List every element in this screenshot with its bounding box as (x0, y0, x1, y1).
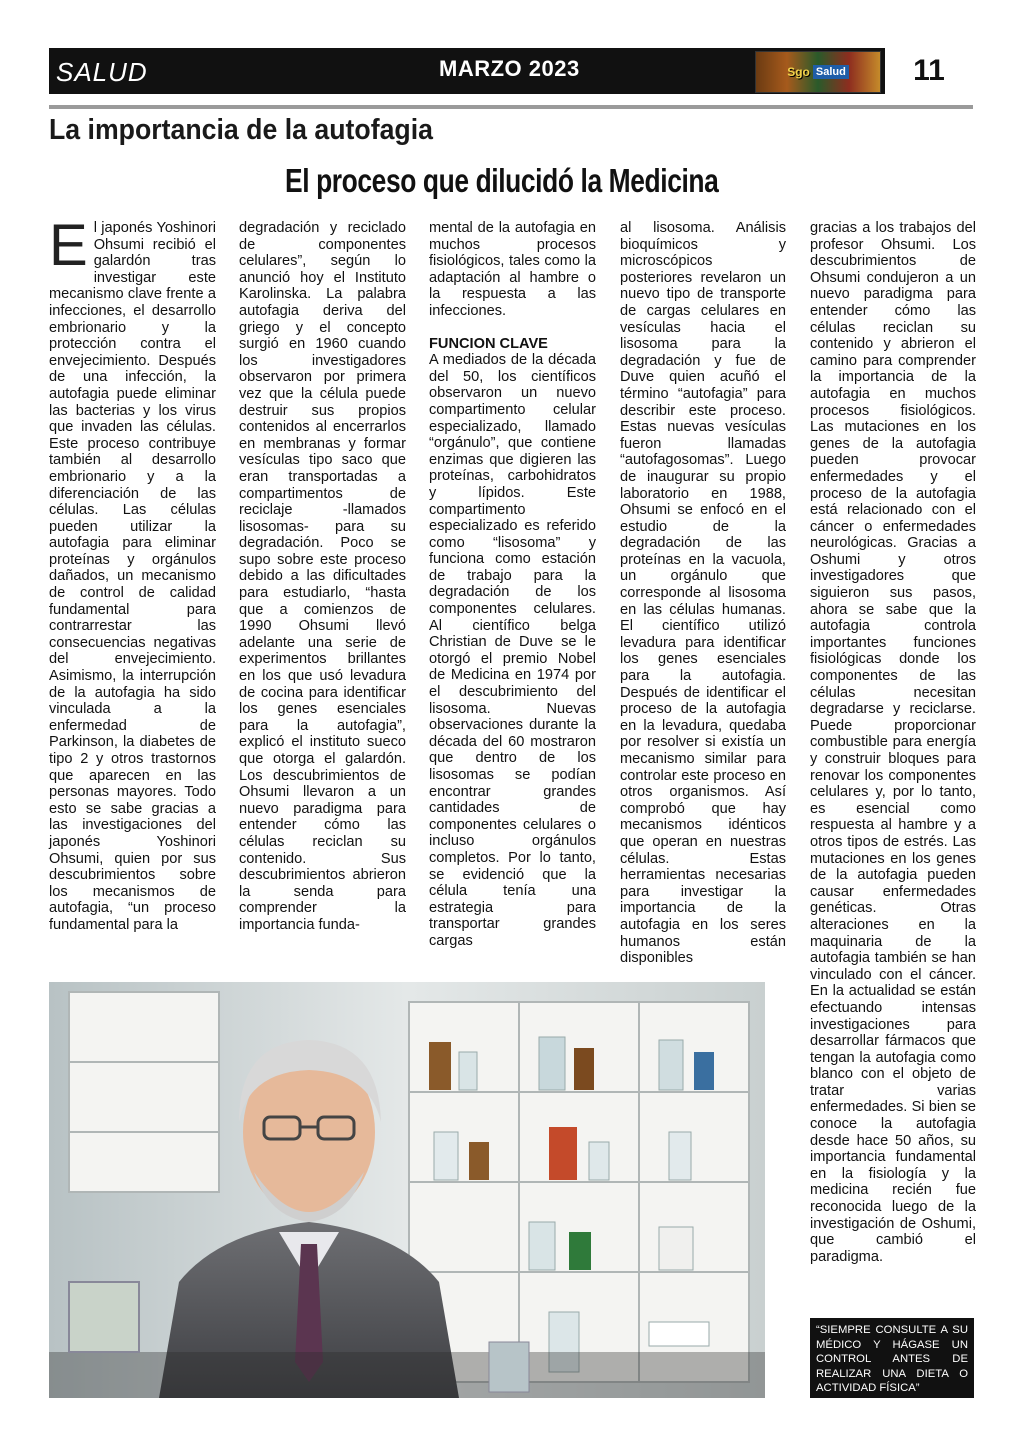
issue-date: MARZO 2023 (439, 56, 580, 81)
publication-logo (755, 51, 881, 93)
health-advisory-quote: “SIEMPRE CONSULTE A SU MÉDICO Y HÁGASE UN CONTROL ANTES DE REALIZAR UNA DIETA O ACTIVIDAD FÍSICA” (810, 1318, 974, 1398)
article-column-1 (49, 213, 216, 934)
article-photo (49, 982, 765, 1398)
page-number: 11 (913, 54, 945, 87)
header-rule (49, 105, 973, 109)
column-5-text: gracias a los trabajos del profesor Ohsumi. Los descubrimientos de Ohsumi condujeron a un nuevo paradigma para entender cómo las células reciclan su contenido y abrieron el camino para comprender la importancia de la autofagia en muchos procesos fisiológicos. Las mutaciones en los genes de la autofagia pueden provocar enfermedades y el proceso de la autofagia está relacionado con el cáncer o enfermedades neurológicas. Gracias a Oshumi y otros investigadores que siguieron sus pasos, ahora se sabe que la autofagia controla importantes funciones fisiológicas donde los componentes de las células necesitan degradarse y reciclarse. Puede proporcionar combustible para energía y construir bloques para renovar los componentes celulares y, por lo tanto, es esencial como respuesta al hambre y a otros tipos de estrés. Las mutaciones en los genes de la autofagia pueden causar enfermedades genéticas. Otras alteraciones en la maquinaria de la autofagia también se han vinculado con el cáncer. En la actualidad se están efectuando intensas investigaciones para desarrollar fármacos que tengan la autofagia como blanco con el objeto de tratar varias enfermedades. Si bien se conoce la autofagia desde hace 50 años, su importancia fundamental en la fisiología y la medicina recién fue reconocida luego de la investigación de Oshumi, que cambió el paradigma. (810, 220, 976, 1265)
logo-text-left: Sgo (787, 65, 810, 79)
logo-text-right: Salud (813, 65, 849, 79)
column-3-text: A mediados de la década del 50, los científicos observaron un nuevo compartimento celular especializado, llamado “orgánulo”, que contiene enzimas que digieren las proteínas, carbohidratos y lípidos. Este compartimento especializado es referido como “lisosoma” y funciona como estación de trabajo para la degradación de los componentes celulares. Al científico belga Christian de Duve se le otorgó el premio Nobel de Medicina en 1974 por el descubrimiento del lisosoma. Nuevas observaciones durante la década del 60 mostraron que dentro de los lisosomas se podían encontrar grandes cantidades de componentes celulares o incluso orgánulos completos. Por lo tanto, se evidenció que la célula tenía una estrategia para transportar grandes cargas (429, 352, 596, 949)
article-headline: La importancia de la autofagia (49, 114, 433, 146)
article-column-5 (810, 220, 976, 1265)
drop-cap: E (49, 213, 88, 278)
lab-scene-illustration (49, 982, 765, 1398)
section-subtitle: FUNCION CLAVE (429, 335, 548, 352)
article-column-2 (239, 220, 406, 934)
article-column-3 (429, 220, 596, 950)
page-header (49, 48, 973, 94)
page-number-box (885, 48, 973, 94)
column-4-text: al lisosoma. Análisis bioquímicos y microscópicos posteriores revelaron un nuevo tipo de transporte de cargas celulares en vesículas hacia el lisosoma para la degradación y fue de Duve quien acuñó el término “autofagia” para describir este proceso. Estas nuevas vesículas fueron llamadas “autofagosomas”. Luego de inaugurar su propio laboratorio en 1988, Ohsumi se enfocó en el estudio de la degradación de las proteínas en la vacuola, un orgánulo que corresponde al lisosoma en las células humanas. El científico utilizó levadura para identificar los genes esenciales para la autofagia. Después de identificar el proceso de la autofagia en la levadura, quedaba por resolver si existía un mecanismo similar para controlar este proceso en otros organismos. Así comprobó que hay mecanismos idénticos que operan en nuestras células. Estas herramientas necesarias para investigar la importancia de la autofagia en los seres humanos están disponibles (620, 220, 786, 967)
column-2-text: degradación y reciclado de componentes celulares”, según lo anunció hoy el Instituto Karolinska. La palabra autofagia deriva del griego y el concepto surgió en 1960 cuando los investigadores observaron por primera vez que la célula puede destruir sus propios contenidos al encerrarlos en membranas y formar vesículas tipo saco que eran transportadas a compartimentos de reciclaje -llamados lisosomas- para su degradación. Poco se supo sobre este proceso debido a las dificultades para estudiarlo, “hasta que a comienzos de 1990 Ohsumi llevó adelante una serie de experimentos brillantes en los que usó levadura de cocina para identificar los genes esenciales para la autofagia”, explicó el instituto sueco que otorga el galardón. Los descubrimientos de Ohsumi llevaron a un nuevo paradigma para entender cómo las células reciclan su contenido. Sus descubrimientos abrieron la senda para comprender la importancia funda- (239, 220, 406, 933)
article-subhead: El proceso que dilucidó la Medicina (285, 162, 719, 199)
column-3-intro: mental de la autofagia en muchos procesos fisiológicos, tales como la adaptación al hambre o la respuesta a las infecciones. (429, 220, 596, 319)
section-label: SALUD (56, 57, 148, 87)
column-1-text: l japonés Yoshinori Ohsumi recibió el galardón tras investigar este mecanismo clave frente a infecciones, el desarrollo embrionario y la protección contra el envejecimiento. Después de una infección, la autofagia puede eliminar las bacterias y los virus que invaden las células. Este proceso contribuye también al desarrollo embrionario y a la diferenciación de las células. Las células pueden utilizar la autofagia para eliminar proteínas y orgánulos dañados, un mecanismo de control de calidad fundamental para contrarrestar las consecuencias negativas del envejecimiento. Asimismo, la interrupción de la autofagia ha sido vinculada a la enfermedad de Parkinson, la diabetes de tipo 2 y otros trastornos que aparecen en las personas mayores. Todo esto se sabe gracias a las investigaciones del japonés Yoshinori Ohsumi, quien por sus descubrimientos sobre los mecanismos de autofagia, “un proceso fundamental para la (49, 220, 216, 933)
article-column-4 (620, 220, 786, 967)
